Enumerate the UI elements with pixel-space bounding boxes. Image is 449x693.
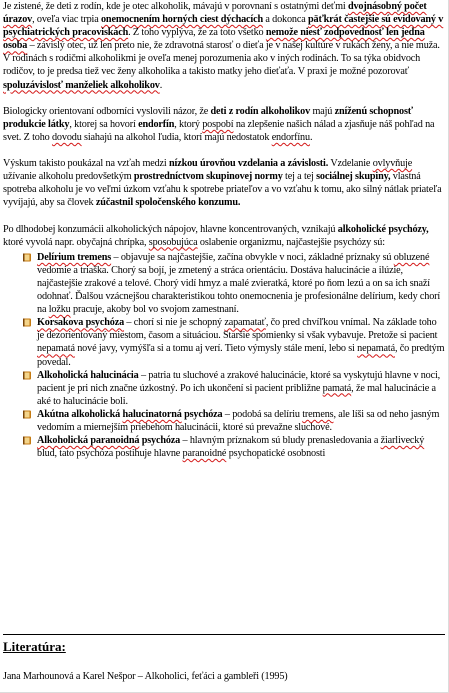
misspelled-word[interactable]: paranoidné xyxy=(182,448,227,460)
list-item: Alkoholická halucinácia – patria tu sluchové a zrakové halucinácie, ktoré sa vyskytujú hlavne v noci, pacient je pri nich značne úzkostný. Po ich ukončení si pacient približne pamatá, že mal halucinácie a aké to halucinácie boli. xyxy=(25,369,445,408)
misspelled-word[interactable]: tremens xyxy=(302,408,334,420)
book-bullet-icon xyxy=(22,317,33,328)
highlight: endorfín xyxy=(138,118,175,130)
section-divider xyxy=(3,634,445,635)
highlight: nemože niesť zodpovednosť len jedna osoba xyxy=(3,27,425,52)
highlight: deti z rodín alkoholikov xyxy=(210,105,311,117)
highlight: päťkrát častejšie sú evidovaný v psychiatrických pracoviskách xyxy=(3,14,444,39)
literature-heading: Literatúra: xyxy=(3,639,66,654)
misspelled-word[interactable]: nepamatá xyxy=(357,343,395,355)
highlight: nízkou úrovňou vzdelania a závislosti. xyxy=(169,158,329,170)
psychoses-list xyxy=(3,251,445,461)
highlight: dvojnásobný počet úrazov xyxy=(3,1,427,26)
misspelled-word[interactable]: dovodu xyxy=(51,131,82,143)
book-bullet-icon xyxy=(22,370,33,381)
misspelled-word[interactable]: žiarlivecký xyxy=(380,435,425,447)
misspelled-word[interactable]: obluzené xyxy=(393,251,430,263)
book-bullet-icon xyxy=(22,409,33,420)
paragraph-4: Po dlhodobej konzumácii alkoholických nápojov, hlavne koncentrovaných, vznikajú alkoholické psychózy, ktoré vyvolá napr. obyčajná chrípka, sposobujúca oslabenie organizmu, najčastejšie psychózy sú: xyxy=(3,223,429,248)
misspelled-word[interactable]: zapamatať xyxy=(224,317,266,329)
book-bullet-icon xyxy=(22,252,33,263)
literature-entry: Jana Marhounová a Karel Nešpor – Alkoholici, feťáci a gambleři (1995) xyxy=(3,671,288,682)
highlight: sociálnej skupiny, xyxy=(316,171,391,183)
misspelled-word[interactable]: nepamatá xyxy=(37,343,75,355)
misspelled-word[interactable]: endorfínu xyxy=(271,131,310,143)
highlight: alkoholické psychózy, xyxy=(337,223,429,235)
highlight: onemocnením horných ciest dýchacích xyxy=(100,14,263,26)
list-item: Korsakova psychóza – chorí si nie je schopný zapamatať, čo pred chvíľkou vnímal. Na základe toho je dezorientovaný miestom, časom a situáciou. Staršie spomienky si však vybavuje. Pretože si pacient nepamatá nové javy, vymýšľa si a tomu aj verí. Tieto výmysly stále mení, lebo si nepamatá, čo predtým povedal. xyxy=(25,316,445,368)
list-item: Akútna alkoholická halucinatorná psychóza – podobá sa delíriu tremens, ale líši sa od neho jasným vedomím a miernejším priebehom halucinácii, ktoré sú prevažne sluchové. xyxy=(25,408,445,434)
list-item: Delírium tremens – objavuje sa najčastejšie, začína obvykle v noci, základné príznaky sú obluzené vedomie a triaška. Chorý sa bojí, je zmetený a stráca orientáciu. Dostáva halucinácie a ilúzie, najčastejšie zrakové a telové. Chorý vidí hmyz a malé zvieratká, ktoré po ňom lezú a on sa ich snaží odohnať. Ďalšou vzácnejšou charakteristikou tohto onemocnenia je profesionálne delírium, kedy chorí na ložku pracuje, akoby bol vo svojom zamestnaní. xyxy=(25,251,445,316)
misspelled-word[interactable]: ovlyvňuje xyxy=(372,158,413,170)
paragraph-3: Výskum takisto poukázal na vzťah medzi nízkou úrovňou vzdelania a závislosti. Vzdelanie ovlyvňuje užívanie alkoholu predovšetkým prostredníctvom skupinovej normy tej a tej sociálnej skupiny, vlastná spotreba alkoholu je vo veľmi úzkom vzťahu k spotrebe priateľov a vo vzťahu k tomu, ako silný nátlak priateľa vyvíjajú, aby sa človek zúčastnil spoločenského konzumu. xyxy=(3,158,442,209)
book-bullet-icon xyxy=(22,435,33,446)
highlight: spoluzávislosť manželiek alkoholikov xyxy=(3,79,160,91)
highlight: zúčastnil spoločenského konzumu. xyxy=(95,197,241,209)
highlight: zníženú schopnosť produkcie látky xyxy=(3,105,413,130)
misspelled-word[interactable]: sposobujúca xyxy=(148,236,198,248)
misspelled-word[interactable]: pospobí xyxy=(202,118,234,130)
paragraph-1: Je zistené, že deti z rodín, kde je otec alkoholik, mávajú v porovnaní s ostatnými deťmi dvojnásobný počet úrazov, oveľa viac trpia onemocnením horných ciest dýchacích a dokonca päťkrát častejšie sú evidovaný v psychiatrických pracoviskách. Z toho vyplýva, že za toto všetko nemože niesť zodpovednosť len jedna osoba – závislý otec, už len preto nie, že zdravotná starosť o dieťa je v našej kultúre v rukách ženy, a nie muža. V rodinách s rodičmi alkoholikmi je oveľa menej porozumenia ako v iných rodinách. To sa týka obidvoch rodičov, to je predsa tiež vec ženy alkoholika a takisto matky jeho dieťaťa. V praxi je možné pozorovať spoluzávislosť manželiek alkoholikov. xyxy=(3,1,444,91)
misspelled-word[interactable]: pamatá xyxy=(322,382,352,394)
list-item: Alkoholická paranoidná psychóza – hlavným príznakom sú bludy prenasledovania a žiarlivecký blud, tato psychóza postihuje hlavne paranoidné psychopatické osobnosti xyxy=(25,434,445,460)
highlight: prostredníctvom skupinovej normy xyxy=(133,171,283,183)
paragraph-2: Biologicky orientovaní odborníci vyslovili názor, že deti z rodín alkoholikov majú zníženú schopnosť produkcie látky, ktorej sa hovorí endorfín, ktorý pospobí na zlepšenie našich nálad a zjasňuje náš pohľad na svet. Z toho dovodu siahajú na alkohol ľudia, ktorí majú nedostatok endorfínu. xyxy=(3,105,435,143)
misspelled-word[interactable]: ložku xyxy=(48,304,71,316)
